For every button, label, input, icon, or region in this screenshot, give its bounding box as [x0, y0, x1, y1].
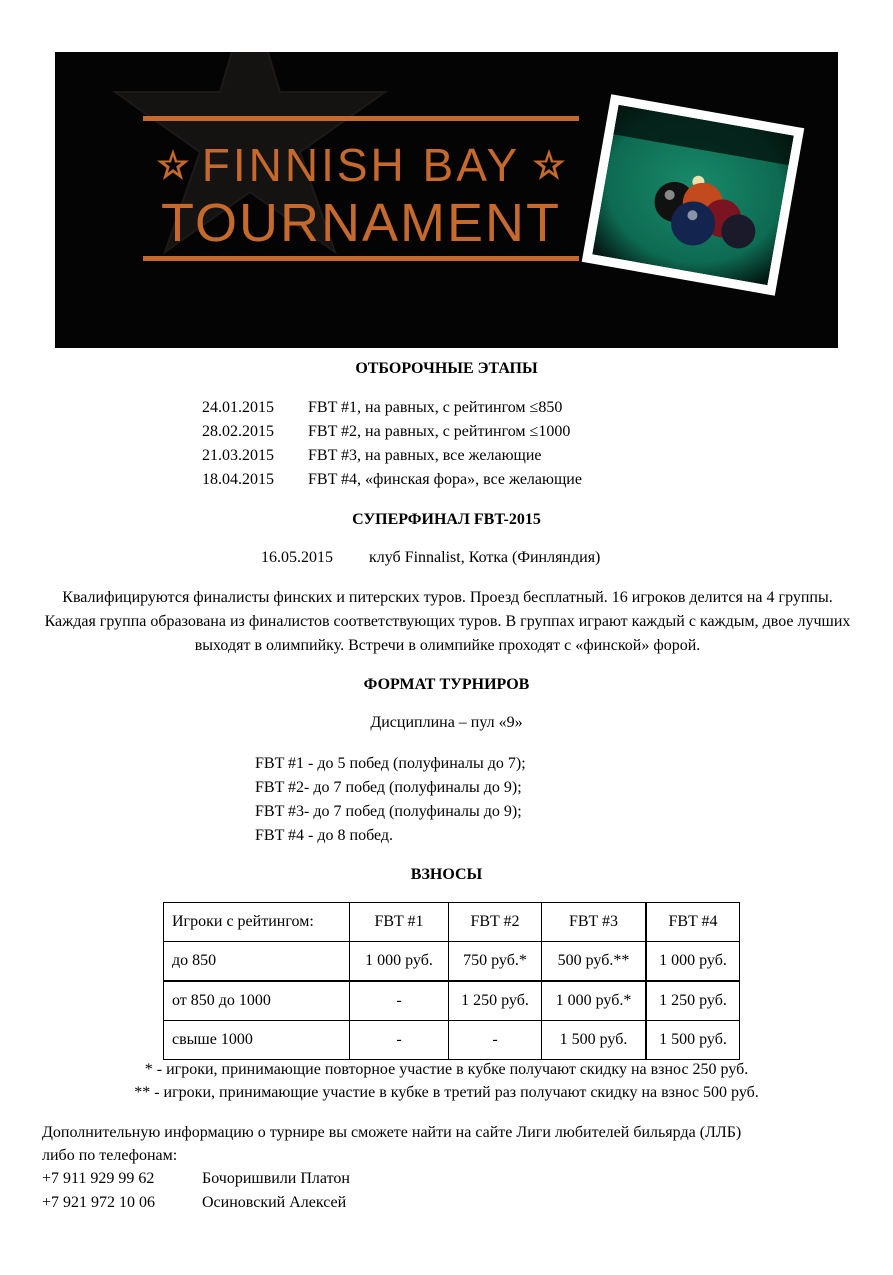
discipline-line: Дисциплина – пул «9»	[370, 714, 523, 731]
table-cell: -	[449, 1021, 542, 1060]
table-cell: 1 000 руб.	[350, 942, 449, 982]
qualifier-text: FBT #3, на равных, все желающие	[308, 447, 542, 464]
table-cell: -	[350, 1021, 449, 1060]
qualifier-date: 28.02.2015	[202, 423, 274, 440]
table-row	[164, 981, 740, 1021]
contacts-intro: Дополнительную информацию о турнире вы сможете найти на сайте Лиги любителей бильярда (ЛЛБ)	[42, 1124, 742, 1141]
contact-name: Бочоришвили Платон	[202, 1170, 350, 1187]
table-header-cell: Игроки с рейтингом:	[164, 903, 350, 942]
table-cell: 1 000 руб.	[646, 942, 740, 982]
table-cell: 1 000 руб.*	[542, 981, 647, 1021]
banner-title-line1: FINNISH BAY	[201, 139, 521, 191]
fees-heading: ВЗНОСЫ	[410, 866, 483, 883]
table-row	[164, 1021, 740, 1060]
format-heading: ФОРМАТ ТУРНИРОВ	[363, 676, 530, 693]
superfinal-description: Квалифицируются финалисты финских и питерских туров. Проезд бесплатный. 16 игроков делится на 4 группы. Каждая группа образована из финалистов соответствующих туров. В группах играют каждый с каждым, двое лучших выходят в олимпийку. Встречи в олимпийке проходят с «финской» форой.	[44, 589, 851, 654]
fee-note: * - игроки, принимающие повторное участие в кубке получают скидку на взнос 250 руб.	[144, 1061, 749, 1078]
star-icon	[156, 148, 190, 182]
superfinal-heading: СУПЕРФИНАЛ FBT-2015	[352, 511, 541, 528]
contact-phone: +7 911 929 99 62	[42, 1170, 155, 1187]
table-cell: 500 руб.**	[542, 942, 647, 982]
contacts-intro: либо по телефонам:	[42, 1147, 178, 1164]
contact-name: Осиновский Алексей	[202, 1194, 347, 1211]
banner-title-line2: TOURNAMENT	[160, 193, 561, 253]
table-cell: 750 руб.*	[449, 942, 542, 982]
table-cell: свыше 1000	[164, 1021, 350, 1060]
qualifiers-heading: ОТБОРОЧНЫЕ ЭТАПЫ	[355, 360, 538, 377]
format-item: FBT #4 - до 8 побед.	[255, 827, 394, 844]
table-cell: 1 500 руб.	[646, 1021, 740, 1060]
table-cell: до 850	[164, 942, 350, 982]
table-header-cell: FBT #4	[646, 903, 740, 942]
format-item: FBT #1 - до 5 побед (полуфиналы до 7);	[255, 755, 526, 772]
table-row	[164, 942, 740, 982]
billiard-balls-photo	[582, 94, 805, 295]
contact-phone: +7 921 972 10 06	[42, 1194, 156, 1211]
table-cell: -	[350, 981, 449, 1021]
title-bottom-rule	[143, 256, 579, 261]
qualifier-text: FBT #1, на равных, с рейтингом ≤850	[308, 399, 563, 416]
table-header-row	[164, 903, 740, 942]
tournament-banner	[55, 52, 838, 348]
qualifier-text: FBT #2, на равных, с рейтингом ≤1000	[308, 423, 571, 440]
table-cell: 1 250 руб.	[646, 981, 740, 1021]
table-cell: 1 250 руб.	[449, 981, 542, 1021]
superfinal-place: клуб Finnalist, Котка (Финляндия)	[369, 549, 601, 566]
qualifier-text: FBT #4, «финская фора», все желающие	[308, 471, 582, 488]
table-cell: 1 500 руб.	[542, 1021, 647, 1060]
qualifier-date: 18.04.2015	[202, 471, 274, 488]
title-top-rule	[143, 116, 579, 121]
qualifier-date: 21.03.2015	[202, 447, 274, 464]
qualifier-date: 24.01.2015	[202, 399, 274, 416]
fees-table	[163, 902, 740, 1060]
table-header-cell: FBT #1	[350, 903, 449, 942]
format-item: FBT #2- до 7 побед (полуфиналы до 9);	[255, 779, 522, 796]
table-header-cell: FBT #3	[542, 903, 647, 942]
superfinal-date: 16.05.2015	[261, 549, 333, 566]
format-item: FBT #3- до 7 побед (полуфиналы до 9);	[255, 803, 522, 820]
fee-note: ** - игроки, принимающие участие в кубке в третий раз получают скидку на взнос 500 руб.	[134, 1084, 759, 1101]
table-header-cell: FBT #2	[449, 903, 542, 942]
star-icon	[532, 148, 566, 182]
table-cell: от 850 до 1000	[164, 981, 350, 1021]
